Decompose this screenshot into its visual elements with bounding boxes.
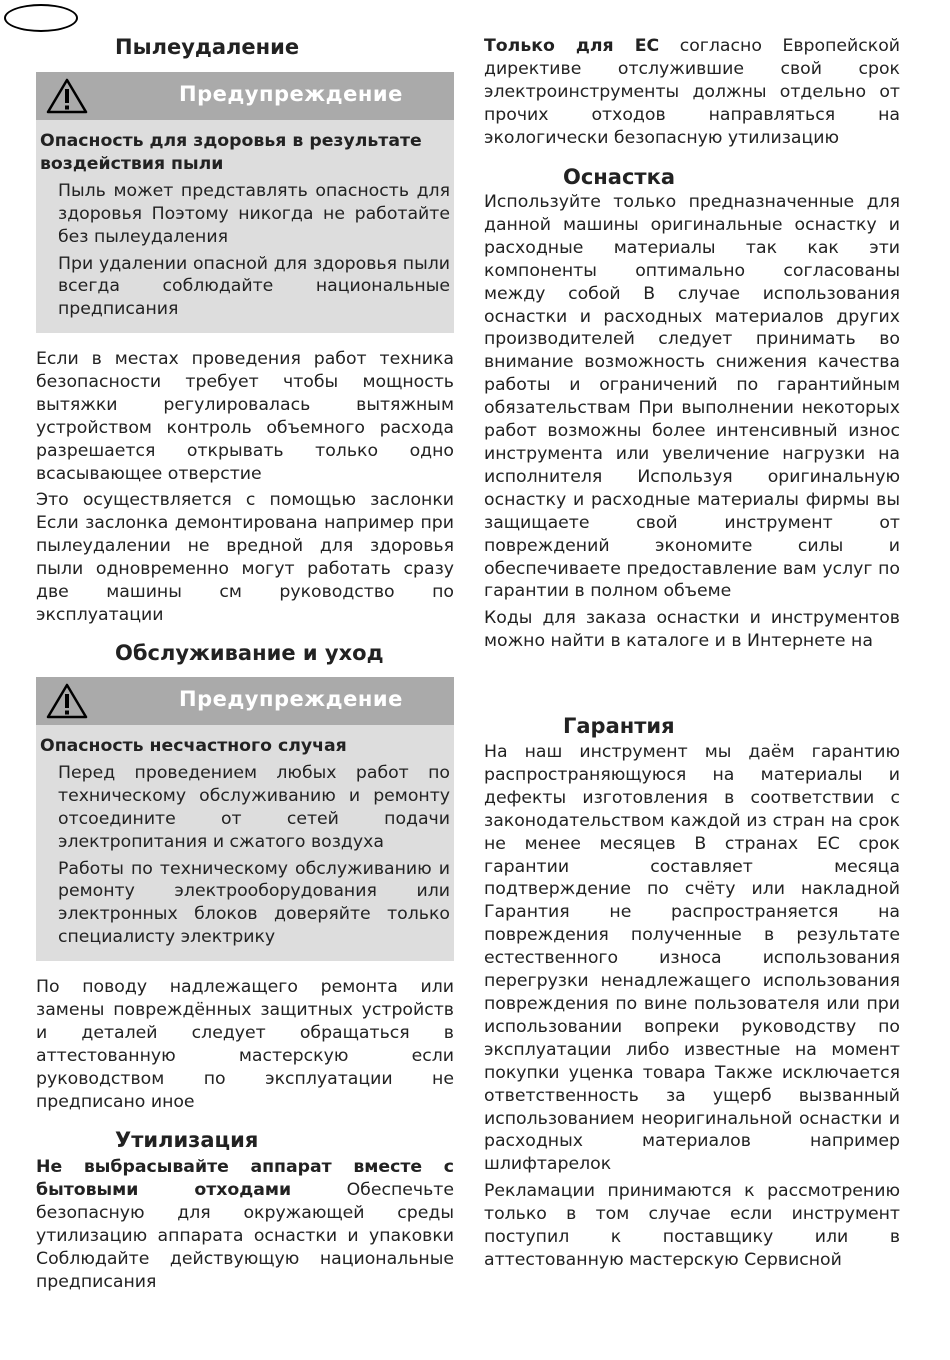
dust-paragraph: Если в местах проведения работ техника безопасности требует чтобы мощность вытяжки регулировалась вытяжным устройством контроль объемного расхода разрешается открывать только одно всасывающее отверстие (36, 349, 454, 484)
language-tab-marker (4, 4, 78, 32)
disposal-heading: Утилизация (115, 1128, 259, 1152)
dust-warning-box (36, 72, 454, 333)
warning-triangle-icon (46, 78, 88, 114)
dust-warning-item: Пыль может представлять опасность для здоровья Поэтому никогда не работайте без пылеудаления (58, 180, 450, 247)
accessories-heading: Оснастка (563, 165, 676, 189)
eu-disposal-text (484, 35, 900, 150)
dust-heading: Пылеудаление (115, 35, 300, 59)
maintenance-paragraph: По поводу надлежащего ремонта или замены повреждённых защитных устройств и деталей следует обращаться в аттестованную мастерскую если руководством по эксплуатации не предписано иное (36, 977, 454, 1112)
dust-paragraph: Это осуществляется с помощью заслонки Если заслонка демонтирована например при пылеудалении не вредной для здоровья пыли одновременно могут работать сразу две машины см руководство по эксплуатации (36, 490, 454, 625)
disposal-bold-lead: Не выбрасывайте аппарат вместе с бытовыми отходами (36, 1157, 454, 1200)
disposal-text (36, 1156, 454, 1293)
maintenance-warning-title: Опасность несчастного случая (40, 736, 347, 756)
warranty-paragraph: Рекламации принимаются к рассмотрению только в том случае если инструмент поступил к поставщику или в аттестованную мастерскую Сервисной (484, 1181, 900, 1270)
dust-warning-label: Предупреждение (179, 82, 403, 106)
accessories-paragraph: Коды для заказа оснастки и инструментов можно найти в каталоге и в Интернете на (484, 608, 900, 652)
disposal-paragraph (36, 1156, 454, 1293)
warning-triangle-icon (46, 683, 88, 719)
maintenance-warning-item: Перед проведением любых работ по техническому обслуживанию и ремонту отсоедините от сетей подачи электропитания и сжатого воздуха (58, 762, 450, 852)
maintenance-warning-item: Работы по техническому обслуживанию и ремонту электрооборудования или электронных блоков доверяйте только специалисту электрику (58, 858, 450, 948)
dust-warning-title: Опасность для здоровья в результате воздействия пыли (40, 131, 422, 174)
dust-text (36, 348, 454, 627)
maintenance-heading: Обслуживание и уход (115, 641, 384, 665)
disposal-rest: Обеспечьте безопасную для окружающей среды утилизацию аппарата оснастки и упаковки Соблюдайте действующую национальные предписания (36, 1179, 454, 1292)
eu-rest: согласно Европейской директиве отслужившие свой срок электроинструменты должны отдельно от прочих отходов направляться на экологически безопасную утилизацию (484, 36, 900, 148)
accessories-text (484, 191, 900, 653)
warranty-text (484, 741, 900, 1272)
maintenance-text (36, 976, 454, 1113)
maintenance-warning-header (36, 677, 454, 725)
dust-warning-body (36, 120, 454, 333)
accessories-paragraph: Используйте только предназначенные для данной машины оригинальные оснастку и расходные материалы так как эти компоненты оптимально согласованы между собой В случае использования оснастки и расходных материалов других производителей следует принимать во внимание возможность снижения качества работы и ограничений по гарантийным обязательствам При выполнении некоторых работ возможны более интенсивный износ инструмента или увеличение нагрузки на исполнителя Используя оригинальную оснастку и расходные материалы фирмы вы защищаете свой инструмент от повреждений экономите силы и обеспечиваете предоставление вам услуг по гарантии в полном объеме (484, 192, 900, 602)
eu-disposal-paragraph (484, 35, 900, 150)
eu-bold: Только для ЕС (484, 36, 660, 56)
maintenance-warning-box (36, 677, 454, 961)
warranty-paragraph: На наш инструмент мы даём гарантию распространяющуюся на материалы и дефекты изготовления в соответствии с законодательством каждой из стран на срок не менее месяцев В странах ЕС срок гарантии составляет месяца подтверждение по счёту или накладной Гарантия не распространяется на повреждения полученные в результате естественного износа использования перегрузки ненадлежащего использования повреждения по вине пользователя или при использовании вопреки руководству по эксплуатации либо известные на момент покупки уценка товара Также исключается ответственность за ущерб вызванный использованием неоригинальной оснастки и расходных материалов например шлифтарелок (484, 742, 900, 1175)
dust-warning-item: При удалении опасной для здоровья пыли всегда соблюдайте национальные предписания (58, 253, 450, 320)
dust-warning-header (36, 72, 454, 120)
maintenance-warning-label: Предупреждение (179, 687, 403, 711)
warranty-heading: Гарантия (563, 714, 675, 738)
maintenance-warning-body (36, 725, 454, 961)
